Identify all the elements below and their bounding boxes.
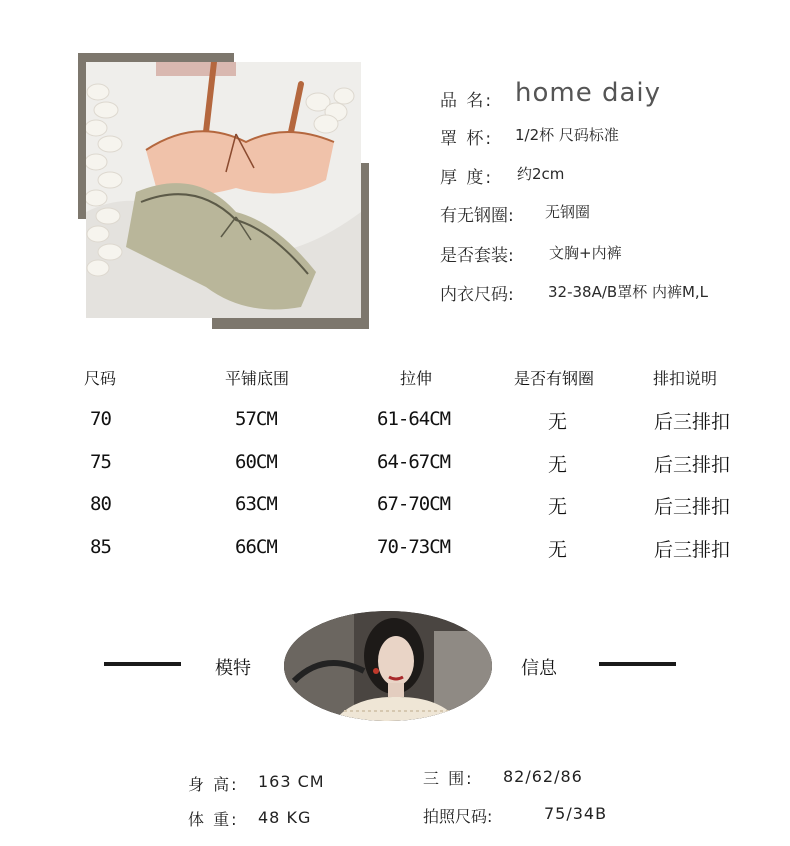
product-photo bbox=[86, 62, 361, 318]
banner-line-right bbox=[599, 662, 676, 666]
spec-cup-value: 1/2杯 尺码标准 bbox=[515, 126, 619, 144]
spec-size-value: 32-38A/B罩杯 内裤M,L bbox=[548, 283, 709, 301]
model-photo-size-value: 75/34B bbox=[544, 804, 608, 823]
table-cell-stretch: 61-64CM bbox=[377, 408, 451, 430]
table-cell-underbust: 60CM bbox=[235, 451, 277, 473]
spec-cup-label: 罩 杯: bbox=[440, 129, 494, 149]
model-photo bbox=[284, 611, 492, 721]
model-weight-label: 体 重: bbox=[188, 810, 239, 829]
model-measure-label: 三 围: bbox=[423, 769, 474, 788]
model-photo-size-label: 拍照尺码: bbox=[423, 807, 493, 826]
spec-wire-value: 无钢圈 bbox=[545, 203, 591, 221]
spec-thickness-label: 厚 度: bbox=[440, 168, 494, 188]
model-height-value: 163 CM bbox=[258, 772, 325, 791]
table-cell-wire: 无 bbox=[548, 411, 568, 433]
table-header-stretch: 拉伸 bbox=[400, 369, 433, 388]
spec-wire-label: 有无钢圈: bbox=[440, 206, 514, 226]
model-height-label: 身 高: bbox=[188, 775, 239, 794]
spec-size-label: 内衣尺码: bbox=[440, 285, 514, 305]
table-header-underbust: 平铺底围 bbox=[225, 369, 290, 388]
spec-name-value: home daiy bbox=[515, 78, 662, 108]
table-cell-size: 80 bbox=[90, 493, 111, 515]
spec-set-label: 是否套装: bbox=[440, 246, 514, 266]
table-cell-size: 75 bbox=[90, 451, 111, 473]
model-weight-value: 48 KG bbox=[258, 808, 312, 827]
banner-text-left: 模特 bbox=[215, 658, 251, 679]
spec-set-value: 文胸+内裤 bbox=[549, 244, 622, 262]
model-illustration bbox=[284, 611, 492, 721]
table-cell-stretch: 70-73CM bbox=[377, 536, 451, 558]
table-cell-stretch: 67-70CM bbox=[377, 493, 451, 515]
banner-text-right: 信息 bbox=[521, 658, 557, 679]
product-illustration bbox=[86, 62, 361, 318]
pink-card bbox=[156, 62, 236, 76]
spec-thickness-value: 约2cm bbox=[517, 165, 565, 183]
table-cell-hooks: 后三排扣 bbox=[654, 539, 731, 561]
table-cell-wire: 无 bbox=[548, 539, 568, 561]
table-cell-underbust: 66CM bbox=[235, 536, 277, 558]
table-cell-size: 85 bbox=[90, 536, 111, 558]
table-cell-hooks: 后三排扣 bbox=[654, 411, 731, 433]
table-header-size: 尺码 bbox=[84, 369, 117, 388]
table-cell-size: 70 bbox=[90, 408, 111, 430]
model-measure-value: 82/62/86 bbox=[503, 767, 583, 786]
spec-name-label: 品 名: bbox=[440, 91, 494, 111]
table-cell-wire: 无 bbox=[548, 454, 568, 476]
table-cell-underbust: 63CM bbox=[235, 493, 277, 515]
table-cell-hooks: 后三排扣 bbox=[654, 496, 731, 518]
banner-line-left bbox=[104, 662, 181, 666]
table-header-wire: 是否有钢圈 bbox=[514, 369, 595, 388]
table-cell-wire: 无 bbox=[548, 496, 568, 518]
table-cell-hooks: 后三排扣 bbox=[654, 454, 731, 476]
table-header-hooks: 排扣说明 bbox=[653, 369, 718, 388]
table-cell-underbust: 57CM bbox=[235, 408, 277, 430]
table-cell-stretch: 64-67CM bbox=[377, 451, 451, 473]
